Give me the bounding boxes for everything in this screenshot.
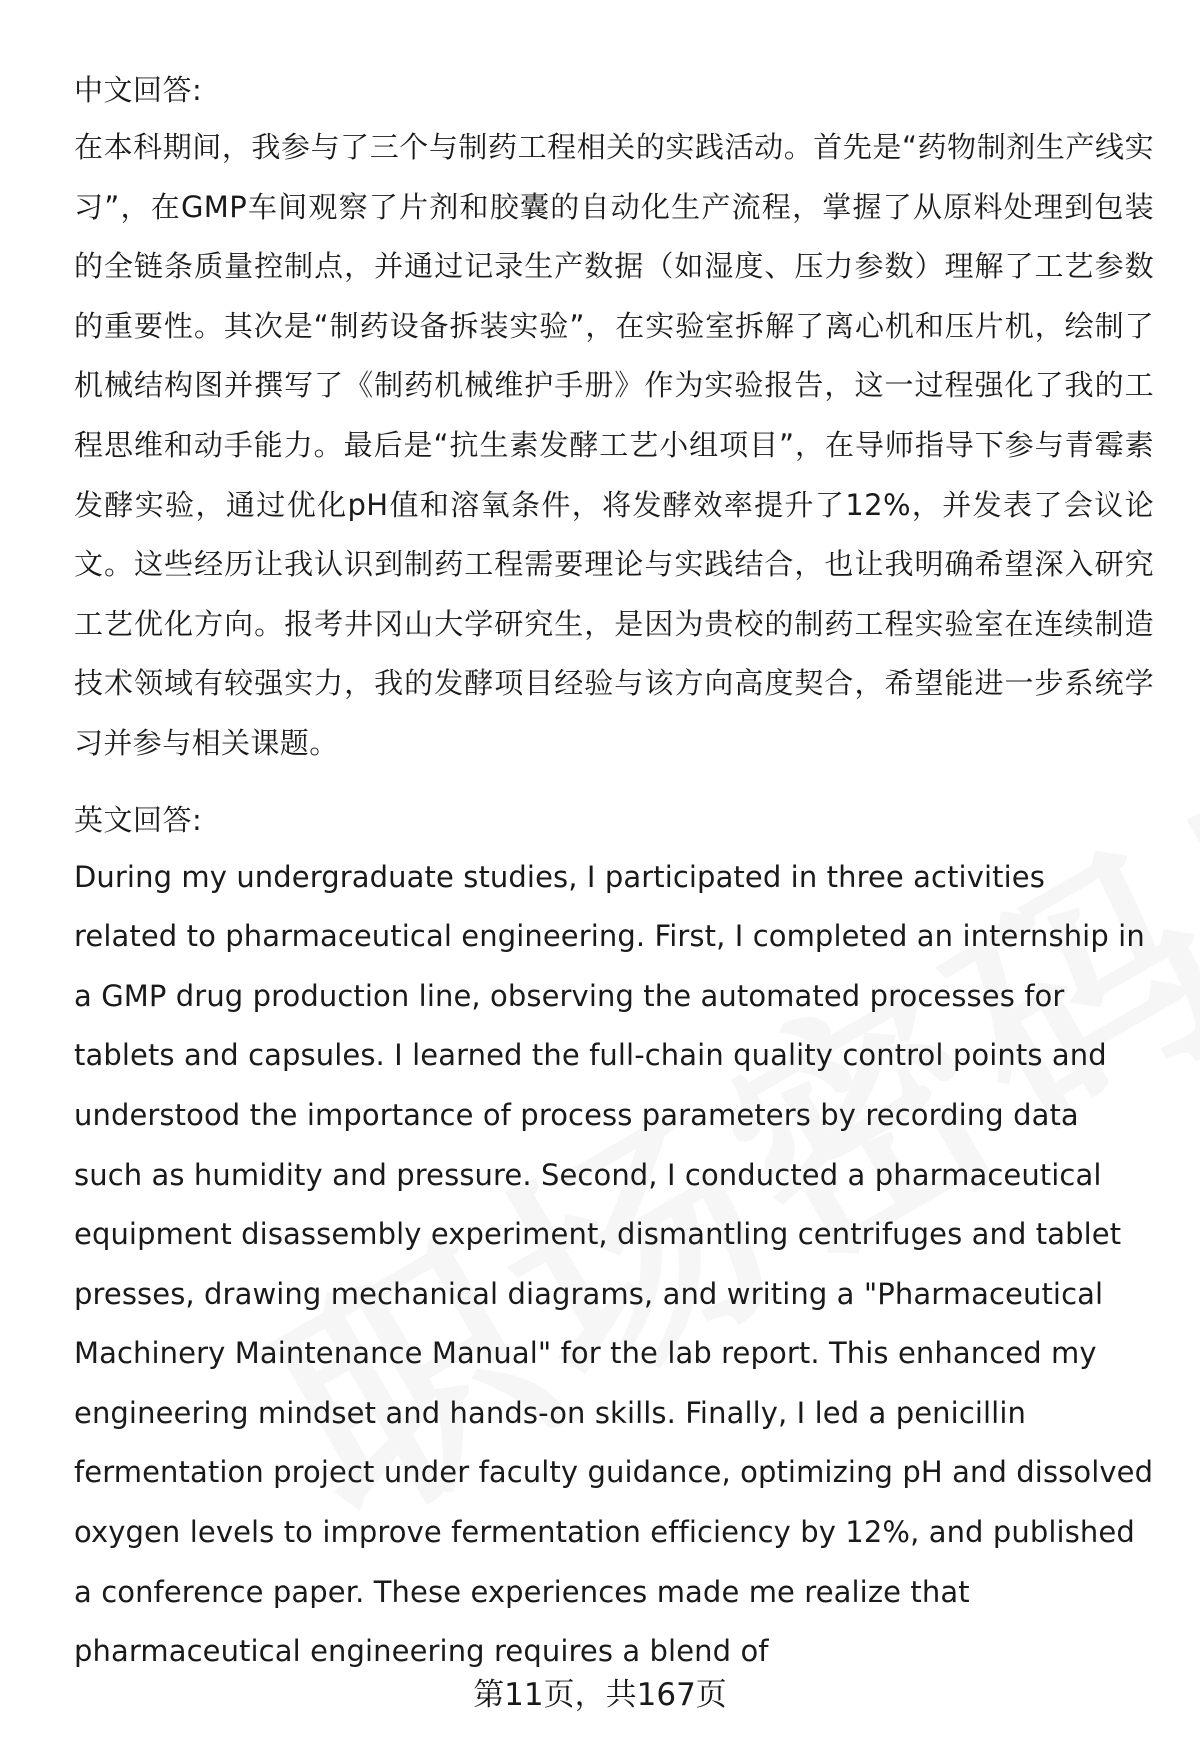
- page-number-footer: 第11页，共167页: [473, 1677, 727, 1713]
- document-body: [74, 66, 1154, 1682]
- english-answer-label: 英文回答:: [74, 802, 203, 837]
- english-answer-paragraph: During my undergraduate studies, I participated in three activities related to pharmaceutical engineering. First, I completed an internship in a GMP drug production line, observing the automated processes for tablets and capsules. I learned the full-chain quality control points and understood the importance of process parameters by recording data such as humidity and pressure. Second, I conducted a pharmaceutical equipment disassembly experiment, dismantling centrifuges and tablet presses, drawing mechanical diagrams, and writing a "Pharmaceutical Machinery Maintenance Manual" for the lab report. This enhanced my engineering mindset and hands-on skills. Finally, I led a penicillin fermentation project under faculty guidance, optimizing pH and dissolved oxygen levels to improve fermentation efficiency by 12%, and published a conference paper. These experiences made me realize that pharmaceutical engineering requires a blend of: [74, 859, 1154, 1669]
- section-spacer: [74, 774, 1154, 796]
- chinese-answer-label: 中文回答:: [74, 73, 203, 107]
- chinese-answer-paragraph: 在本科期间，我参与了三个与制药工程相关的实践活动。首先是“药物制剂生产线实习”，在GMP车间观察了片剂和胶囊的自动化生产流程，掌握了从原料处理到包装的全链条质量控制点，并通过记录生产数据（如湿度、压力参数）理解了工艺参数的重要性。其次是“制药设备拆装实验”，在实验室拆解了离心机和压片机，绘制了机械结构图并撰写了《制药机械维护手册》作为实验报告，这一过程强化了我的工程思维和动手能力。最后是“抗生素发酵工艺小组项目”，在导师指导下参与青霉素发酵实验，通过优化pH值和溶氧条件，将发酵效率提升了12%，并发表了会议论文。这些经历让我认识到制药工程需要理论与实践结合，也让我明确希望深入研究工艺优化方向。报考井冈山大学研究生，是因为贵校的制药工程实验室在连续制造技术领域有较强实力，我的发酵项目经验与该方向高度契合，希望能进一步系统学习并参与相关课题。: [74, 130, 1154, 760]
